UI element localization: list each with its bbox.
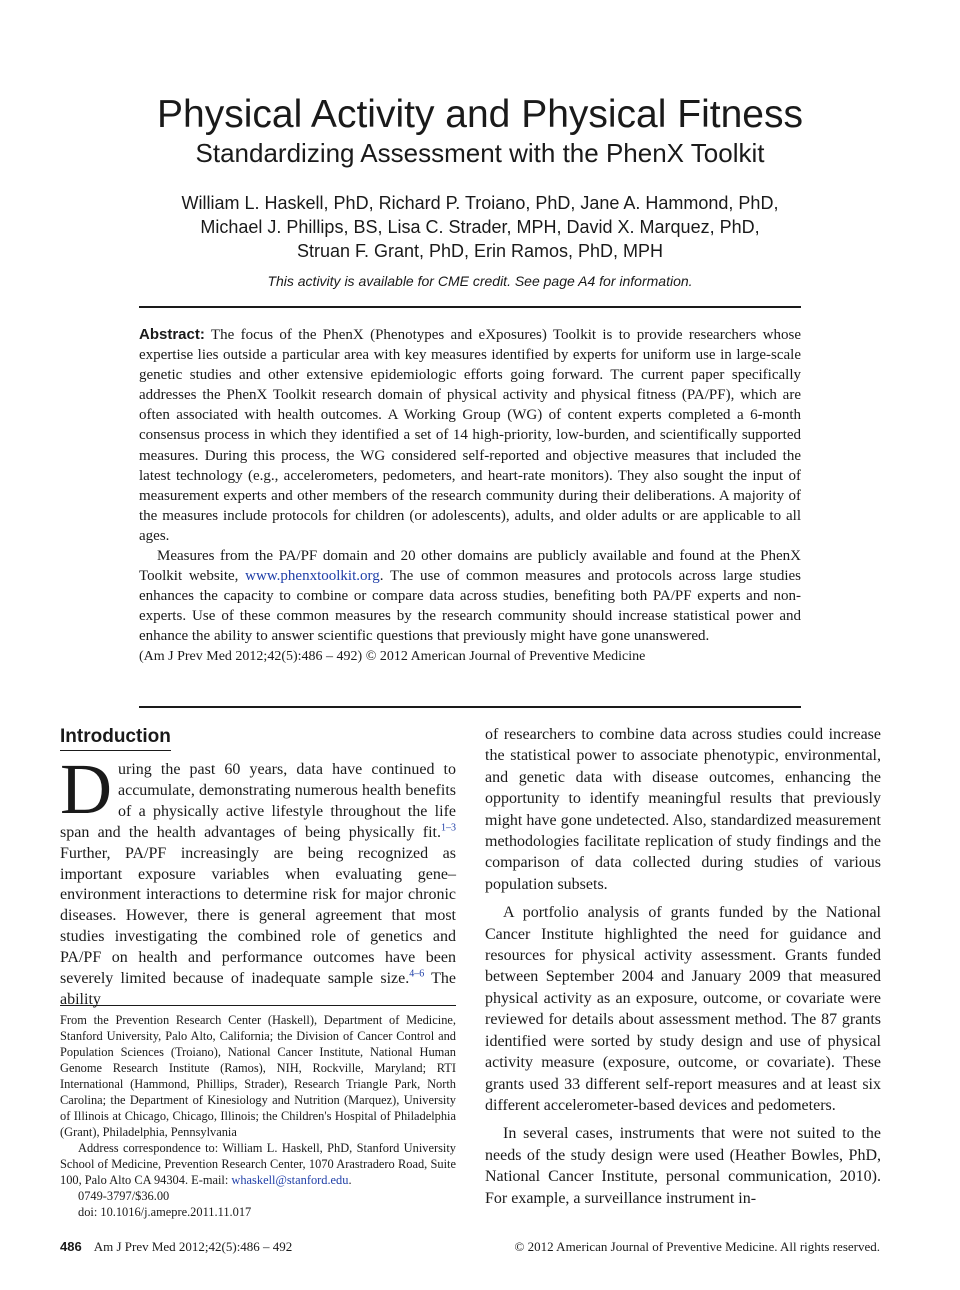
abstract-label: Abstract: (139, 326, 205, 343)
reference-link[interactable]: 4–6 (409, 968, 425, 980)
reference-link[interactable]: 1–3 (441, 822, 456, 834)
right-column (485, 724, 881, 1209)
abstract (139, 325, 801, 667)
affiliations: From the Prevention Research Center (Haskell), Department of Medicine, Stanford University, Palo Alto, California; the Division of Cancer Control and Population Sciences (Troiano), National Cancer Institute, National Human Genome Research Institute (Ramos), NIH, Rockville, Maryland; RTI International (Hammond, Phillips, Strader), Research Triangle Park, North Carolina; the Department of Kinesiology and Nutrition (Marquez), University of Illinois at Chicago, Chicago, Illinois; the Children's Hospital of Philadelphia (Grant), Philadelphia, Pennsylvania (60, 1013, 456, 1139)
author-line: Michael J. Phillips, BS, Lisa C. Strader, MPH, David X. Marquez, PhD, (200, 217, 760, 237)
body-paragraph: of researchers to combine data across studies could increase the statistical power to associate phenotypic, environmental, and genetic data with disease outcomes, enhancing the opportunity to identify meaningful results that previously might have gone undetected. Also, standardized measurement methodologies facilitate replication of study findings and the comparison of data collected during studies of various population subsets. (485, 726, 881, 893)
abstract-paragraph (139, 325, 801, 546)
intro-text: Further, PA/PF increasingly are being recognized as important exposure variables when evaluating gene– environment interactions to determine risk for major chronic diseases. However, there is general agreement that most studies investigating the combined role of genetics and PA/PF on health and performance outcomes have been severely limited because of inadequate sample size. (60, 844, 456, 988)
drop-cap: D (60, 749, 112, 829)
footnote-rule (60, 1005, 456, 1006)
abstract-paragraph (139, 546, 801, 646)
footnotes (60, 1012, 456, 1220)
author-line: Struan F. Grant, PhD, Erin Ramos, PhD, MPH (296, 241, 664, 261)
abstract-text: . The use of common measures and protocols across large studies enhances the capacity to combine or compare data across studies, benefiting both PA/PF experts and non-experts. Use of these common measures by the research community should increase statistical power and enhance the ability to answer scientific questions that previously might have gone unanswered. (139, 568, 801, 645)
body-paragraph: A portfolio analysis of grants funded by the National Cancer Institute highlighted the need for guidance and resources for physical activity assessment. Grants funded between September 2004 and January 2009 that measured physical activity as an exposure, outcome, or covariate were reviewed for details about assessment method. The 87 grants identified were sorted by study design and use of physical activity measure (exposure, outcome, or covariate). These grants used 33 different self-report measures and at least six different accelerometer-based devices and pedometers. (485, 904, 881, 1114)
abstract-citation: (Am J Prev Med 2012;42(5):486 – 492) © 2012 American Journal of Preventive Medicine (139, 648, 646, 664)
article-title: Physical Activity and Physical Fitness (157, 93, 803, 136)
correspondence (60, 1140, 456, 1188)
left-column (60, 724, 456, 1011)
intro-paragraph (60, 749, 456, 1011)
intro-text: uring the past 60 years, data have continued to accumulate, demonstrating numerous health benefits of a physically active lifestyle throughout the life span and the health advantages of being physically fit. (60, 761, 456, 841)
intro-text: The ability (60, 970, 456, 1008)
copyright-notice: © 2012 American Journal of Preventive Medicine. All rights reserved. (514, 1239, 880, 1254)
page-footer-left (60, 1238, 292, 1256)
abstract-text: Measures from the PA/PF domain and 20 other domains are publicly available and found at the PhenX Toolkit website, (139, 548, 801, 585)
cme-note: This activity is available for CME credit. See page A4 for information. (267, 273, 693, 289)
price-code: 0749-3797/$36.00 (78, 1189, 170, 1203)
author-line: William L. Haskell, PhD, Richard P. Troiano, PhD, Jane A. Hammond, PhD, (181, 193, 779, 213)
abstract-text: The focus of the PhenX (Phenotypes and eXposures) Toolkit is to provide researchers whose expertise lies outside a particular area with key measures identified by experts for uniform use in large-scale genetic studies and other extensive epidemiologic efforts going forward. The current paper specifically addresses the PhenX Toolkit research domain of physical activity and physical fitness (PA/PF), which are often associated with health outcomes. A Working Group (WG) of content experts completed a 6-month consensus process in which they identified a set of 14 high-priority, low-burden, and scientifically supported measures. During this process, the WG considered self-reported and objective measures that included the latest technology (e.g., accelerometers, pedometers, and heart-rate monitors). They also sought the input of measurement experts and other members of the research community during their deliberations. A majority of the measures include protocols for children (or adolescents), adults, and older adults or are applicable to all ages. (139, 327, 801, 544)
email-link[interactable]: whaskell@stanford.edu (231, 1173, 349, 1187)
abstract-top-rule (139, 306, 801, 308)
journal-reference: Am J Prev Med 2012;42(5):486 – 492 (93, 1239, 293, 1254)
body-paragraph: In several cases, instruments that were not suited to the needs of the study design were used (Heather Bowles, PhD, National Cancer Institute, personal communication, 2010). For example, a surveillance instrument in- (485, 1125, 881, 1207)
toolkit-link[interactable]: www.phenxtoolkit.org (245, 568, 380, 585)
correspondence-end: . (348, 1173, 352, 1187)
author-list (100, 191, 860, 263)
page-number: 486 (60, 1239, 82, 1254)
abstract-bottom-rule (139, 706, 801, 708)
section-heading: Introduction (60, 724, 171, 751)
correspondence-text: Address correspondence to: William L. Haskell, PhD, Stanford University School of Medicine, Prevention Research Center, 1070 Arastradero Road, Suite 100, Palo Alto CA 94304. E-mail: (60, 1141, 456, 1187)
article-subtitle: Standardizing Assessment with the PhenX Toolkit (195, 138, 765, 168)
doi: doi: 10.1016/j.amepre.2011.11.017 (78, 1205, 252, 1219)
